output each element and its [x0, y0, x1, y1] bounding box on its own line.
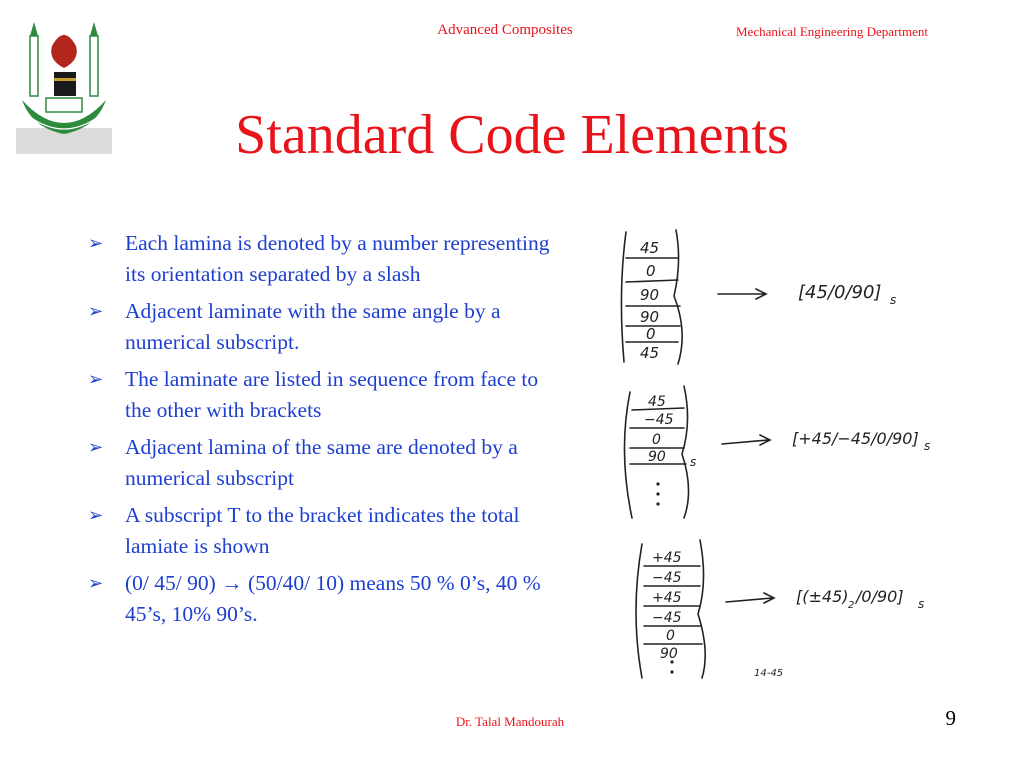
stack2-layer: 90: [648, 449, 666, 465]
stack2-layer: −45: [644, 412, 674, 428]
stack3-layer: +45: [652, 550, 682, 566]
bullet-text: Adjacent laminate with the same angle by a numerical subscript.: [125, 299, 501, 354]
university-logo-icon: [16, 16, 112, 154]
stack2-layer: 0: [652, 432, 661, 448]
list-item: [88, 568, 558, 630]
stack1-layer: 0: [646, 325, 656, 343]
stack2-code: [+45/−45/0/90]: [792, 429, 919, 448]
stack3-layer: −45: [652, 610, 682, 626]
bullet-text: The laminate are listed in sequence from face to the other with brackets: [125, 367, 539, 422]
bullet-text: Each lamina is denoted by a number representing its orientation separated by a slash: [125, 231, 550, 286]
stack2-subscript: s: [924, 439, 931, 453]
stack3-inner-subscript: 2: [848, 600, 855, 611]
bullet-text: A subscript T to the bracket indicates the total lamiate is shown: [125, 503, 520, 558]
stack1-layer: 90: [640, 286, 660, 304]
bullet-text: Adjacent lamina of the same are denoted by a numerical subscript: [125, 435, 518, 490]
stack1-layer: 90: [640, 308, 660, 326]
stack2-layer: 45: [648, 394, 666, 410]
footer-author: Dr. Talal Mandourah: [455, 714, 565, 729]
arrow-bullet-icon: ➢: [88, 369, 104, 390]
stack3-layer: 90: [660, 646, 678, 662]
stack3-subscript: s: [918, 597, 925, 611]
laminate-sketch: [596, 222, 956, 688]
bullet-text: (0/ 45/ 90) → (50/40/ 10) means 50 % 0’s, 40 % 45’s, 10% 90’s.: [125, 571, 541, 626]
list-item: [88, 228, 558, 290]
stack3-layer: −45: [652, 570, 682, 586]
arrow-bullet-icon: ➢: [88, 301, 104, 322]
stack1-code: [45/0/90]: [798, 282, 882, 303]
arrow-bullet-icon: ➢: [88, 437, 104, 458]
page-title: Standard Code Elements: [235, 104, 789, 166]
list-item: [88, 432, 558, 494]
stack3-layer: +45: [652, 590, 682, 606]
header-course: Advanced Composites: [437, 22, 573, 38]
stack3-note: 14-45: [754, 668, 784, 679]
stack3-layer: 0: [666, 628, 675, 644]
list-item: [88, 296, 558, 358]
arrow-bullet-icon: ➢: [88, 573, 104, 594]
list-item: [88, 500, 558, 562]
header-department: Mechanical Engineering Department: [735, 24, 929, 39]
arrow-bullet-icon: ➢: [88, 233, 104, 254]
bullet-list: [88, 228, 558, 636]
stack2-side-mark: s: [690, 455, 697, 469]
stack3-code-close: /0/90]: [856, 587, 904, 606]
stack1-layer: 45: [640, 344, 660, 362]
list-item: [88, 364, 558, 426]
stack1-layer: 0: [646, 262, 656, 280]
stack1-layer: 45: [640, 239, 660, 257]
page-number: 9: [945, 706, 956, 730]
arrow-bullet-icon: ➢: [88, 505, 104, 526]
stack3-code-open: [(±45): [796, 587, 849, 606]
stack1-subscript: s: [890, 293, 897, 307]
